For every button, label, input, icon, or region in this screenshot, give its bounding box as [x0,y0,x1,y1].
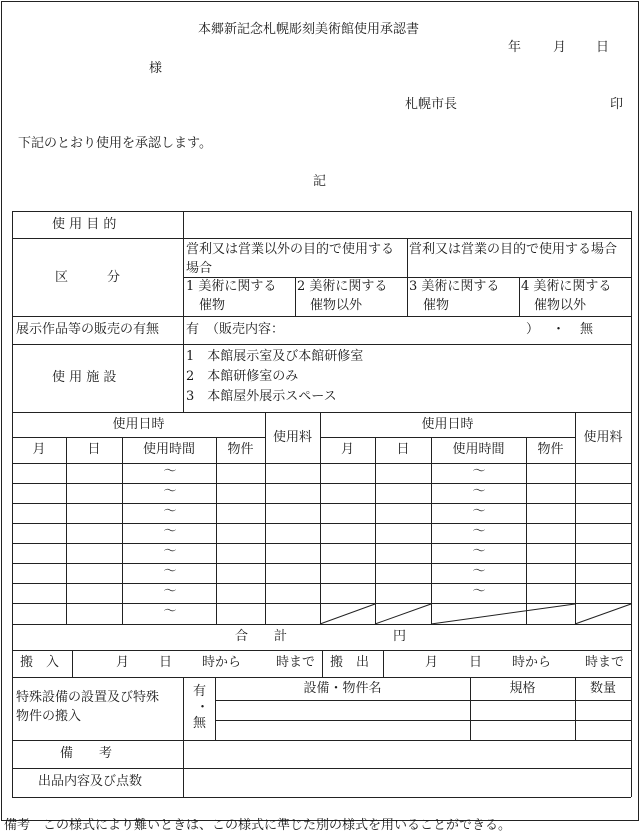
sub-option-3-num: 3 [409,279,418,294]
time-range-left[interactable]: 〜 [163,504,177,519]
col-day2-right [431,437,432,624]
total-unit: 円 [393,629,407,644]
category-sub-divider-1 [295,277,296,316]
form-title: 本郷新記念札幌彫刻美術館使用承認書 [198,22,420,37]
col-month-right [66,437,67,624]
table-bottom-border [12,797,631,798]
equip-header: 設備・物件名 [303,681,382,696]
carry-in-from: 時から [202,655,242,670]
spec-header: 規格 [509,681,536,696]
special-row-rule [215,720,631,721]
issuer-name: 札幌市長 [405,97,458,112]
carry-mid-divider [322,650,323,677]
time-range-right[interactable]: 〜 [472,524,486,539]
special-no-option[interactable]: 無 [193,716,207,731]
schedule-row-rule [12,563,631,564]
carry-in-until: 時まで [276,655,316,670]
schedule-header-right: 使用日時 [421,417,474,432]
sub-option-2-num: 2 [297,279,306,294]
special-yes-option[interactable]: 有 [193,684,207,699]
time-range-left[interactable]: 〜 [163,584,177,599]
schedule-row-rule [12,523,631,524]
schedule-row-rule [12,603,631,604]
facility-option-1[interactable]: 1 本館展示室及び本館研修室 [186,349,364,364]
purpose-field[interactable] [184,212,630,238]
category-label: 区 分 [55,270,121,285]
seal-mark: 印 [610,97,624,112]
sub-option-4[interactable] [521,279,611,295]
schedule-header-left: 使用日時 [112,417,165,432]
footnote: 備考 この様式により難いときは、この様式に準じた別の様式を用いることができる。 [4,818,512,833]
date-month-label: 月 [553,40,567,55]
time-range-left[interactable]: 〜 [163,464,177,479]
category-profit: 営利又は営業の目的で使用する場合 [409,242,618,257]
ki-heading: 記 [313,174,327,189]
carry-out-from: 時から [512,655,552,670]
col-time2-label: 使用時間 [452,442,505,457]
sub-option-1-line2: 催物 [199,298,226,313]
rule-facility [12,412,631,413]
time-range-left[interactable]: 〜 [163,544,177,559]
label-column-divider [183,211,184,412]
col-item-label: 物件 [227,442,254,457]
schedule-header-rule [12,437,265,438]
category-sub-divider-3 [519,277,520,316]
facility-option-3[interactable]: 3 本館屋外展示スペース [186,389,337,404]
sub-option-2-line2: 催物以外 [310,298,363,313]
sub-option-3-line2: 催物 [423,298,450,313]
carry-in-day: 日 [159,655,173,670]
time-range-left[interactable]: 〜 [163,524,177,539]
addressee-suffix: 様 [149,61,163,76]
table-right-border [631,211,632,797]
sales-content-close: ） [526,322,540,337]
rule-purpose [12,238,631,239]
facility-option-2[interactable]: 2 本館研修室のみ [186,369,299,384]
carry-in-month: 月 [116,655,130,670]
fee-header-right: 使用料 [583,430,623,445]
total-label: 合 計 [235,629,288,644]
special-label-line1: 特殊設備の設置及び特殊 [16,690,160,705]
carry-out-until: 時まで [585,655,625,670]
col-item2-label: 物件 [537,442,564,457]
sub-option-2[interactable] [297,279,387,295]
sub-option-3[interactable] [409,279,499,295]
schedule-row-rule [12,583,631,584]
rule-sales [12,344,631,345]
approval-statement: 下記のとおり使用を承認します。 [18,136,212,151]
sub-option-1[interactable] [186,279,276,295]
fee-header-left: 使用料 [272,430,312,445]
remarks-field[interactable] [184,741,630,768]
sub-option-4-num: 4 [521,279,530,294]
exhibit-field[interactable] [184,769,630,796]
rule-category [12,316,631,317]
carry-out-label: 搬 出 [330,655,370,670]
sub-option-4-text: 美術に関する [533,279,612,294]
col-month2-label: 月 [340,442,354,457]
schedule-row-rule [12,503,631,504]
remarks-label: 備 考 [60,746,113,761]
time-range-right[interactable]: 〜 [472,484,486,499]
carry-out-month: 月 [425,655,439,670]
sales-label: 展示作品等の販売の有無 [16,322,160,337]
sub-option-4-line2: 催物以外 [534,298,587,313]
col-time-label: 使用時間 [142,442,195,457]
time-range-right[interactable]: 〜 [472,564,486,579]
sub-option-2-text: 美術に関する [309,279,388,294]
schedule-row-rule [12,483,631,484]
col-time-right [216,437,217,624]
sales-yes-option[interactable]: 有 [186,322,200,337]
col-day-label: 日 [87,442,101,457]
exhibit-label: 出品内容及び点数 [38,774,143,789]
schedule-row-rule [12,543,631,544]
time-range-left[interactable]: 〜 [163,604,177,619]
time-range-right[interactable]: 〜 [472,544,486,559]
sales-content-field[interactable] [292,320,522,340]
time-range-right[interactable]: 〜 [472,464,486,479]
schedule-colhead-rule [12,463,631,464]
sales-separator: ・ [552,322,566,337]
sales-no-option[interactable]: 無 [580,322,594,337]
table-left-border [12,211,13,797]
sub-option-3-text: 美術に関する [421,279,500,294]
carry-in-label-divider [72,650,73,677]
purpose-label: 使 用 目 的 [52,217,117,232]
time-range-right[interactable]: 〜 [472,584,486,599]
time-range-right[interactable]: 〜 [472,504,486,519]
carry-bottom-rule [12,677,631,678]
col-month-label: 月 [32,442,46,457]
facility-label: 使 用 施 設 [52,370,117,385]
total-top-rule [12,624,631,625]
date-year-label: 年 [508,40,522,55]
carry-in-label: 搬 入 [20,655,60,670]
time-range-left[interactable]: 〜 [163,484,177,499]
sub-option-1-text: 美術に関する [198,279,277,294]
schedule-header-rule-right [320,437,575,438]
carry-out-label-divider [383,650,384,677]
sales-content-label: （販売内容： [206,322,285,337]
col-month2-right [375,437,376,624]
time-range-left[interactable]: 〜 [163,564,177,579]
col-day-right [122,437,123,624]
special-label-line2: 物件の搬入 [16,709,82,724]
special-head-rule [215,700,631,701]
qty-header: 数量 [589,681,616,696]
col-day2-label: 日 [396,442,410,457]
special-separator: ・ [196,700,210,715]
date-day-label: 日 [596,40,610,55]
carry-out-day: 日 [469,655,483,670]
sub-option-1-num: 1 [186,279,195,294]
col-time2-right [526,437,527,624]
category-nonprofit: 営利又は営業以外の目的で使用する場合 [186,242,395,276]
